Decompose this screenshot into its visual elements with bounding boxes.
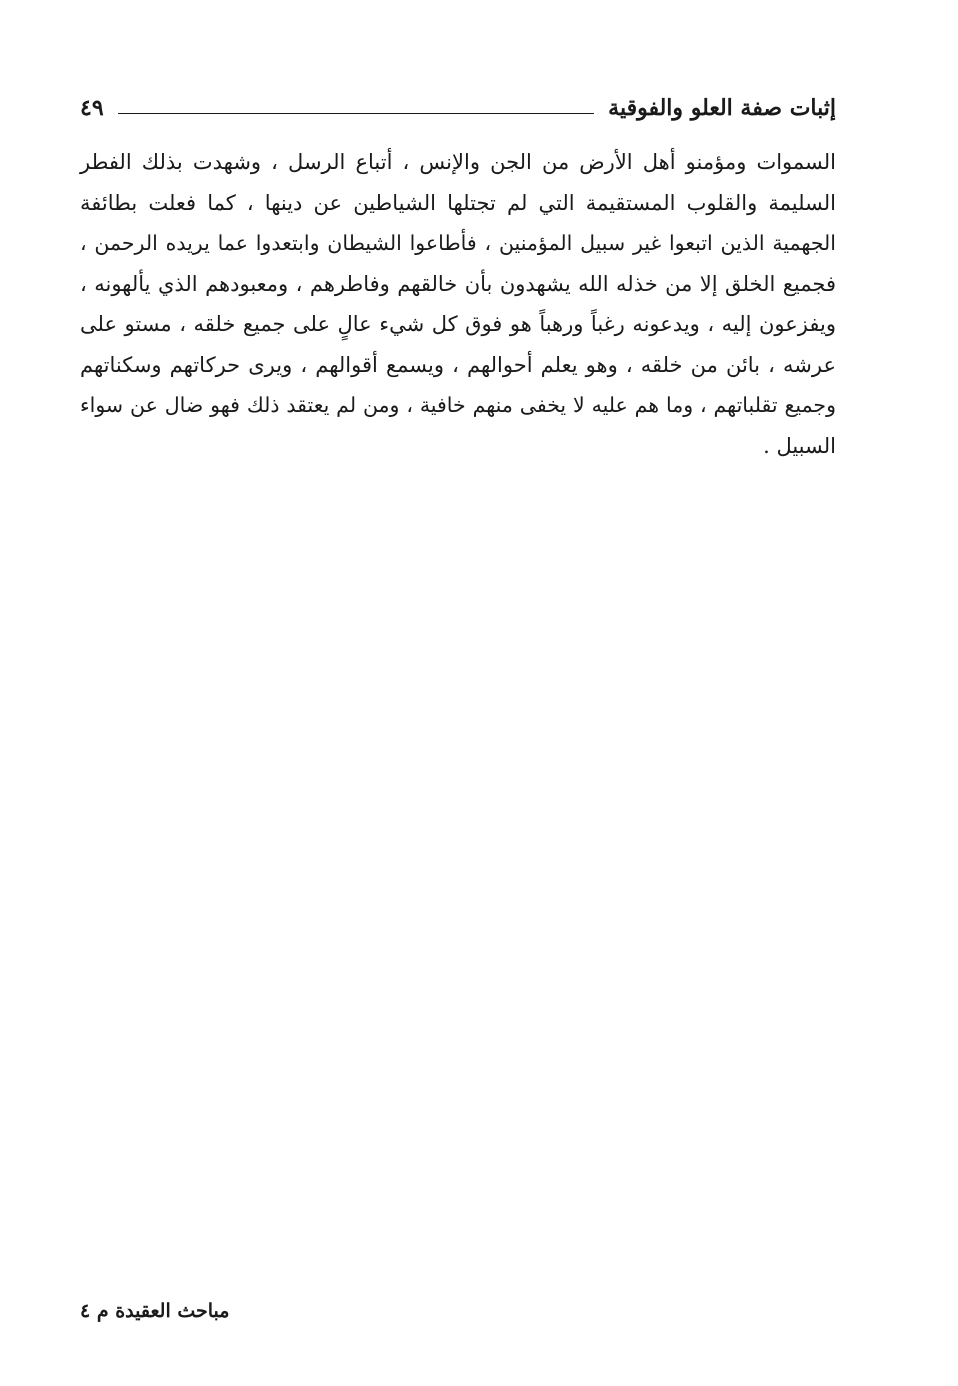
text-line: فجميع الخلق إلا من خذله الله يشهدون بأن خالقهم وفاطرهم ، ومعبودهم الذي يألهونه ، (80, 271, 836, 296)
text-line: الجهمية الذين اتبعوا غير سبيل المؤمنين ، فأطاعوا الشيطان وابتعدوا عما يريده الرحمن ، (80, 231, 836, 255)
text-line: عرشه ، بائن من خلقه ، وهو يعلم أحوالهم ، ويسمع أقوالهم ، ويرى حركاتهم وسكناتهم (80, 352, 836, 377)
text-line: ويفزعون إليه ، ويدعونه رغباً ورهباً هو فوق كل شيء عالٍ على جميع خلقه ، مستو على (80, 312, 836, 336)
text-line: السليمة والقلوب المستقيمة التي لم تجتلها الشياطين عن دينها ، كما فعلت بطائفة (80, 190, 836, 215)
signature-mark: مباحث العقيدة م ٤ (80, 1300, 230, 1322)
header-rule (118, 113, 595, 114)
text-line: وجميع تقلباتهم ، وما هم عليه لا يخفى منهم خافية ، ومن لم يعتقد ذلك فهو ضال عن سواء (80, 393, 836, 417)
text-line: السموات ومؤمنو أهل الأرض من الجن والإنس ، أتباع الرسل ، وشهدت بذلك الفطر (80, 150, 836, 174)
chapter-title: إثبات صفة العلو والفوقية (608, 95, 836, 121)
text-line: السبيل . (763, 433, 836, 458)
running-header (80, 88, 836, 128)
page-number: ٤٩ (80, 95, 104, 121)
body-paragraph (80, 142, 836, 466)
